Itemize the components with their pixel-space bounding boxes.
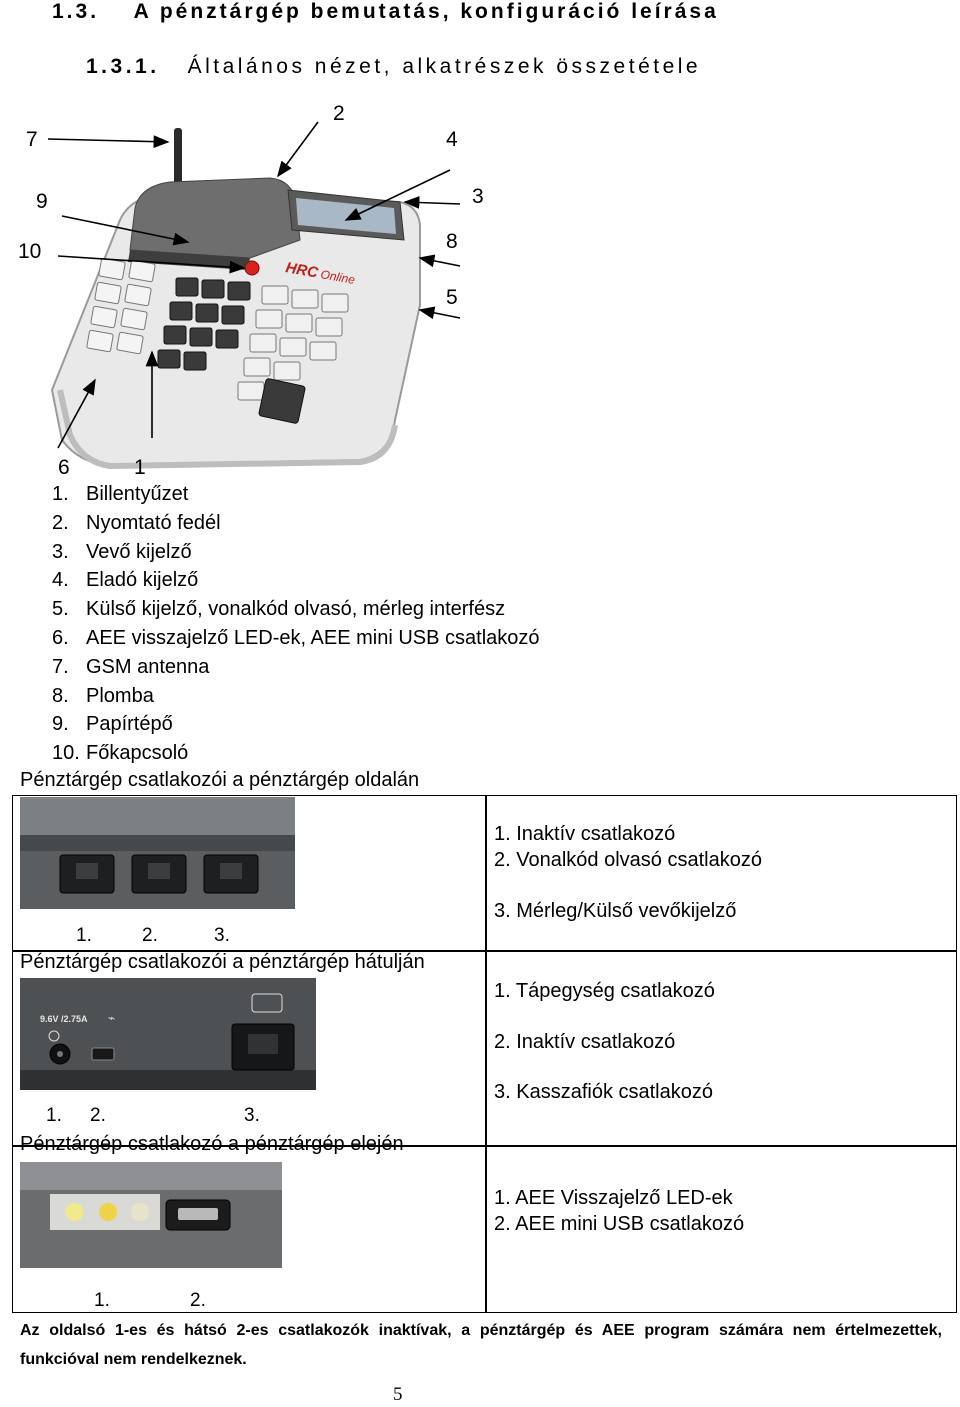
subsection-title: Általános nézet, alkatrészek összetétele	[187, 55, 702, 78]
back-item-3: 3. Kasszafiók csatlakozó	[494, 1081, 713, 1103]
side-photo-label-2: 2.	[142, 925, 158, 946]
front-item-1: 1. AEE Visszajelző LED-ek	[494, 1187, 733, 1209]
page-number: 5	[393, 1384, 403, 1405]
callout-6: 6	[58, 456, 70, 479]
side-item-2: 2. Vonalkód olvasó csatlakozó	[494, 849, 762, 871]
brand-logo: HRC	[284, 259, 320, 282]
inactive-connectors-note: Az oldalsó 1-es és hátsó 2-es csatlakozók inaktívak, a pénztárgép és AEE program számára nem értelmezettek, funkcióval nem rendelkeznek.	[20, 1322, 942, 1368]
aee-led-icon	[131, 1203, 149, 1221]
callout-4: 4	[446, 128, 458, 151]
power-switch	[245, 261, 259, 275]
front-photo-label-2: 2.	[190, 1290, 206, 1311]
section-heading	[52, 0, 719, 24]
callout-7: 7	[26, 128, 38, 151]
list-item: 7. GSM antenna	[52, 655, 210, 678]
list-item: 5. Külső kijelző, vonalkód olvasó, mérleg interfész	[52, 598, 506, 621]
side-item-1: 1. Inaktív csatlakozó	[494, 823, 676, 845]
usb-symbol-icon: ⌁	[108, 1011, 116, 1025]
side-photo-label-1: 1.	[76, 925, 92, 946]
list-item: 1. Billentyűzet	[52, 483, 189, 505]
aee-led-icon	[99, 1203, 117, 1221]
cash-register-illustration	[0, 90, 520, 480]
list-item: 6. AEE visszajelző LED-ek, AEE mini USB csatlakozó	[52, 626, 540, 649]
list-item: 2. Nyomtató fedél	[52, 511, 221, 534]
side-connectors-title: Pénztárgép csatlakozói a pénztárgép oldalán	[20, 769, 420, 791]
back-photo-label-2: 2.	[90, 1105, 106, 1126]
callout-1: 1	[134, 456, 146, 479]
back-item-2: 2. Inaktív csatlakozó	[494, 1031, 676, 1053]
list-item: 3. Vevő kijelző	[52, 540, 192, 563]
callout-5: 5	[446, 286, 458, 309]
section-title: A pénztárgép bemutatás, konfiguráció leírása	[133, 0, 719, 23]
callout-8: 8	[446, 230, 458, 253]
list-item: 9. Papírtépő	[52, 713, 173, 736]
side-item-3: 3. Mérleg/Külső vevőkijelző	[494, 900, 737, 922]
front-connectors-title: Pénztárgép csatlakozó a pénztárgép elején	[20, 1133, 404, 1155]
list-item: 8. Plomba	[52, 684, 154, 707]
list-item: 4. Eladó kijelző	[52, 569, 199, 592]
side-connectors-photo	[20, 797, 295, 909]
back-connectors-photo	[20, 978, 316, 1090]
parts-list	[52, 480, 540, 768]
callout-9: 9	[36, 190, 48, 213]
brand-logo-subtext: Online	[319, 267, 357, 287]
front-connectors-photo	[20, 1162, 282, 1268]
subsection-number: 1.3.1.	[86, 55, 160, 78]
front-item-2: 2. AEE mini USB csatlakozó	[494, 1213, 745, 1235]
list-item: 10. Főkapcsoló	[52, 742, 189, 765]
section-number: 1.3.	[52, 0, 100, 23]
back-photo-label-1: 1.	[46, 1105, 62, 1126]
back-item-1: 1. Tápegység csatlakozó	[494, 980, 715, 1002]
back-photo-voltage-text: 9.6V /2.75A	[40, 1014, 88, 1024]
callout-2: 2	[333, 102, 345, 125]
aee-led-icon	[65, 1203, 83, 1221]
printer-cover	[130, 178, 300, 258]
front-photo-label-1: 1.	[94, 1290, 110, 1311]
side-photo-label-3: 3.	[214, 925, 230, 946]
back-photo-label-3: 3.	[244, 1105, 260, 1126]
subsection-heading	[86, 55, 701, 79]
callout-10: 10	[18, 240, 42, 263]
back-connectors-title: Pénztárgép csatlakozói a pénztárgép hátulján	[20, 951, 425, 973]
callout-3: 3	[472, 185, 484, 208]
